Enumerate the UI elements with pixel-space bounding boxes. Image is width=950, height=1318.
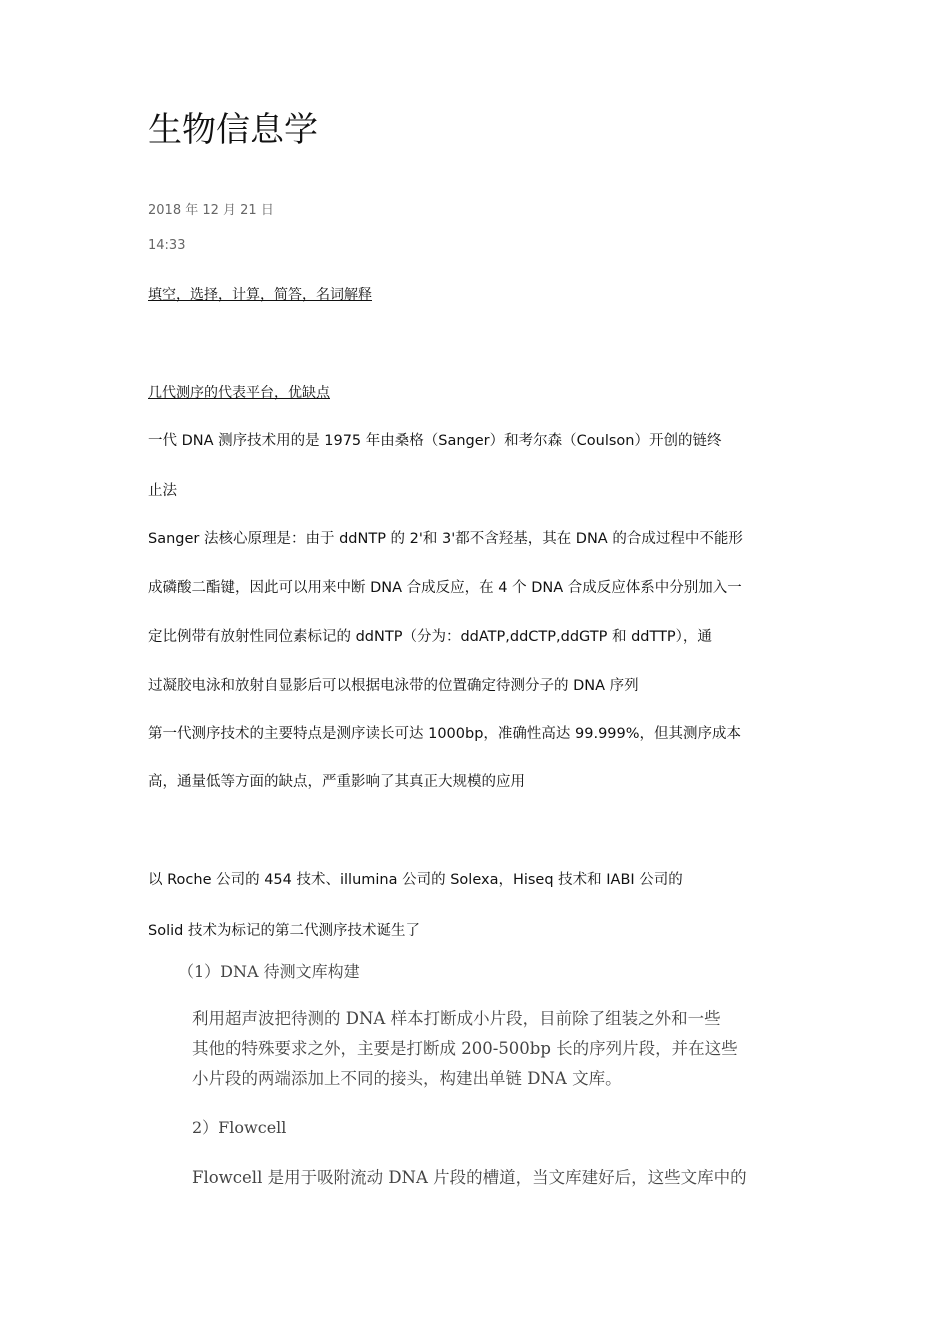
second-gen-line-1: 以 Roche 公司的 454 技术、illumina 公司的 Solexa，Hiseq 技术和 IABI 公司的: [148, 872, 683, 888]
step-2-heading: 2）Flowcell: [192, 1118, 287, 1137]
step-1-line-3: 小片段的两端添加上不同的接头，构建出单链 DNA 文库。: [192, 1069, 622, 1088]
step-1-line-1: 利用超声波把待测的 DNA 样本打断成小片段，目前除了组装之外和一些: [192, 1009, 721, 1028]
features-line-2: 高，通量低等方面的缺点，严重影响了其真正大规模的应用: [148, 774, 525, 790]
step-2-line-1: Flowcell 是用于吸附流动 DNA 片段的槽道，当文库建好后，这些文库中的: [192, 1168, 747, 1187]
first-gen-line-2: 止法: [148, 483, 177, 499]
sanger-line-3: 定比例带有放射性同位素标记的 ddNTP（分为：ddATP,ddCTP,ddGTP 和 ddTTP），通: [148, 629, 712, 645]
sanger-line-4: 过凝胶电泳和放射自显影后可以根据电泳带的位置确定待测分子的 DNA 序列: [148, 678, 639, 694]
first-gen-line-1: 一代 DNA 测序技术用的是 1975 年由桑格（Sanger）和考尔森（Coulson）开创的链终: [148, 433, 722, 449]
topics-link[interactable]: 填空，选择，计算，简答，名词解释: [148, 287, 372, 303]
note-date: 2018 年 12 月 21 日: [148, 203, 274, 218]
step-1-line-2: 其他的特殊要求之外，主要是打断成 200-500bp 长的序列片段，并在这些: [192, 1039, 738, 1058]
second-gen-line-2: Solid 技术为标记的第二代测序技术诞生了: [148, 923, 420, 939]
sanger-line-2: 成磷酸二酯键，因此可以用来中断 DNA 合成反应，在 4 个 DNA 合成反应体系中分别加入一: [148, 580, 742, 596]
step-1-heading: （1）DNA 待测文库构建: [178, 962, 360, 981]
page-title: 生物信息学: [148, 110, 318, 150]
features-line-1: 第一代测序技术的主要特点是测序读长可达 1000bp，准确性高达 99.999%，但其测序成本: [148, 726, 742, 742]
sanger-line-1: Sanger 法核心原理是：由于 ddNTP 的 2'和 3'都不含羟基，其在 DNA 的合成过程中不能形: [148, 531, 743, 547]
section-link[interactable]: 几代测序的代表平台，优缺点: [148, 385, 330, 401]
note-time: 14:33: [148, 238, 186, 253]
